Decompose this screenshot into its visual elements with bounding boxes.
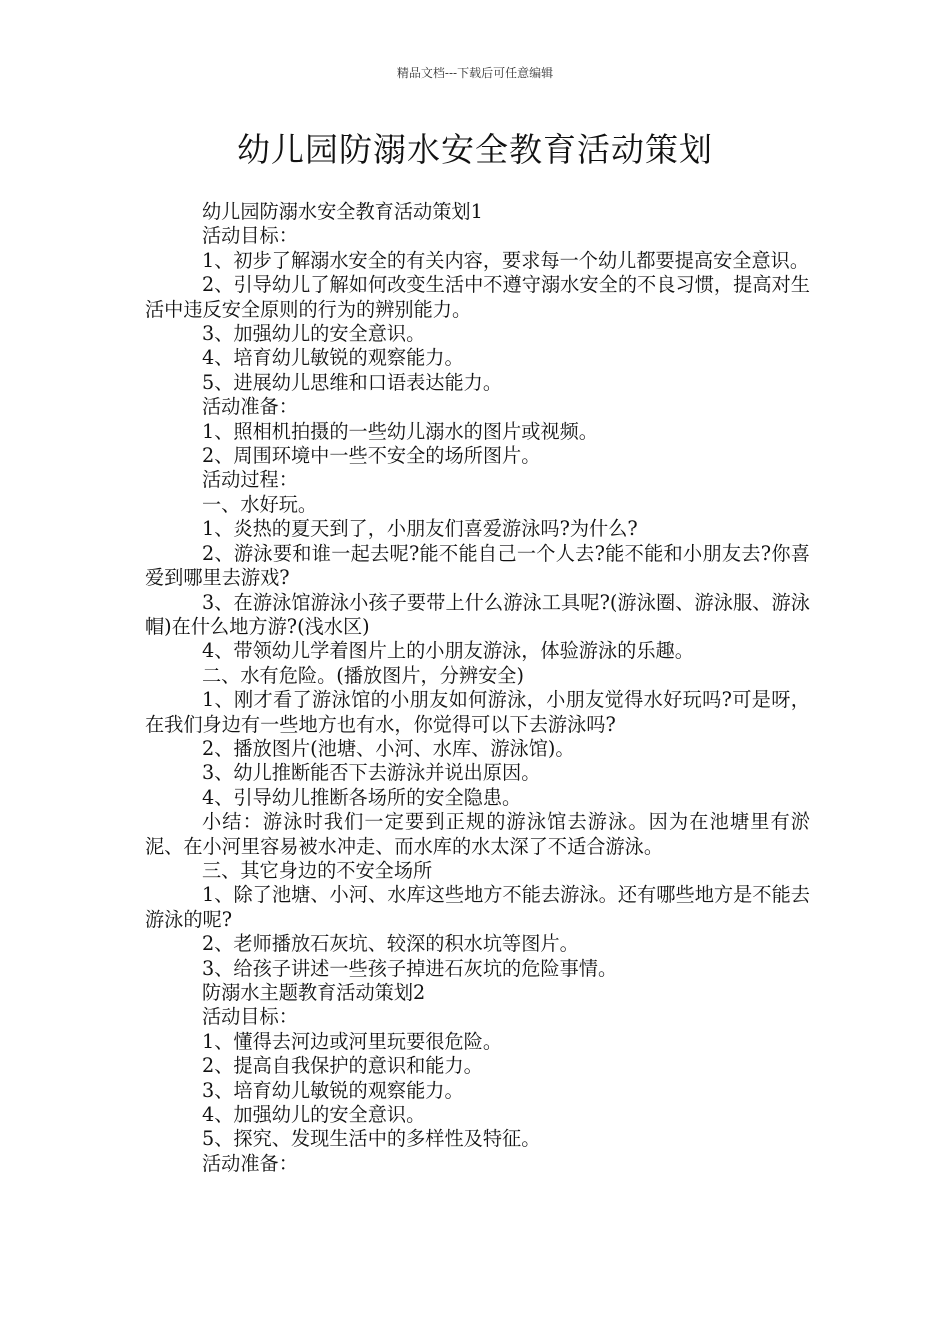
paragraph: 5、探究、发现生活中的多样性及特征。 (202, 1127, 541, 1151)
paragraph: 二、水有危险。(播放图片，分辨安全) (202, 663, 524, 687)
paragraph: 2、播放图片(池塘、小河、水库、游泳馆)。 (202, 736, 575, 760)
document-title: 幼儿园防溺水安全教育活动策划 (237, 130, 713, 169)
paragraph: 活动准备： (202, 395, 298, 419)
paragraph: 3、培育幼儿敏锐的观察能力。 (202, 1078, 464, 1102)
paragraph: 5、进展幼儿思维和口语表达能力。 (202, 370, 503, 394)
paragraph: 3、给孩子讲述一些孩子掉进石灰坑的危险事情。 (202, 956, 618, 980)
paragraph: 3、在游泳馆游泳小孩子要带上什么游泳工具呢?(游泳圈、游泳服、游泳帽)在什么地方游?(浅水区) (145, 590, 810, 638)
paragraph: 小结：游泳时我们一定要到正规的游泳馆去游泳。因为在池塘里有淤泥、在小河里容易被水冲走、而水库的水太深了不适合游泳。 (145, 810, 810, 858)
paragraph: 幼儿园防溺水安全教育活动策划1 (202, 200, 483, 223)
paragraph: 2、老师播放石灰坑、较深的积水坑等图片。 (202, 932, 579, 956)
paragraph: 3、幼儿推断能否下去游泳并说出原因。 (202, 761, 541, 785)
page-header-note: 精品文档---下载后可任意编辑 (396, 66, 554, 80)
paragraph: 4、引导幼儿推断各场所的安全隐患。 (202, 785, 522, 809)
paragraph: 活动目标： (202, 1005, 298, 1029)
paragraph: 1、除了池塘、小河、水库这些地方不能去游泳。还有哪些地方是不能去游泳的呢? (145, 883, 810, 931)
paragraph: 1、照相机拍摄的一些幼儿溺水的图片或视频。 (202, 419, 598, 443)
paragraph: 2、引导幼儿了解如何改变生活中不遵守溺水安全的不良习惯，提高对生活中违反安全原则的行为的辨别能力。 (145, 273, 810, 321)
paragraph: 4、培育幼儿敏锐的观察能力。 (202, 346, 464, 370)
paragraph: 1、初步了解溺水安全的有关内容，要求每一个幼儿都要提高安全意识。 (202, 248, 810, 272)
paragraph: 4、带领幼儿学着图片上的小朋友游泳，体验游泳的乐趣。 (202, 639, 694, 663)
paragraph: 3、加强幼儿的安全意识。 (202, 322, 426, 346)
document-body (145, 200, 810, 1176)
paragraph: 活动目标： (202, 224, 298, 248)
paragraph: 1、炎热的夏天到了，小朋友们喜爱游泳吗?为什么? (202, 517, 638, 541)
paragraph: 1、刚才看了游泳馆的小朋友如何游泳，小朋友觉得水好玩吗?可是呀，在我们身边有一些地方也有水，你觉得可以下去游泳吗? (145, 688, 810, 736)
paragraph: 三、其它身边的不安全场所 (202, 858, 433, 882)
paragraph: 2、提高自我保护的意识和能力。 (202, 1054, 483, 1078)
paragraph: 4、加强幼儿的安全意识。 (202, 1103, 426, 1127)
paragraph: 活动过程： (202, 468, 298, 492)
paragraph: 防溺水主题教育活动策划2 (202, 981, 426, 1004)
paragraph: 2、周围环境中一些不安全的场所图片。 (202, 444, 541, 468)
paragraph: 活动准备： (202, 1151, 298, 1175)
paragraph: 2、游泳要和谁一起去呢?能不能自己一个人去?能不能和小朋友去?你喜爱到哪里去游戏? (145, 541, 810, 590)
paragraph: 1、懂得去河边或河里玩要很危险。 (202, 1029, 503, 1053)
paragraph: 一、水好玩。 (202, 492, 318, 516)
